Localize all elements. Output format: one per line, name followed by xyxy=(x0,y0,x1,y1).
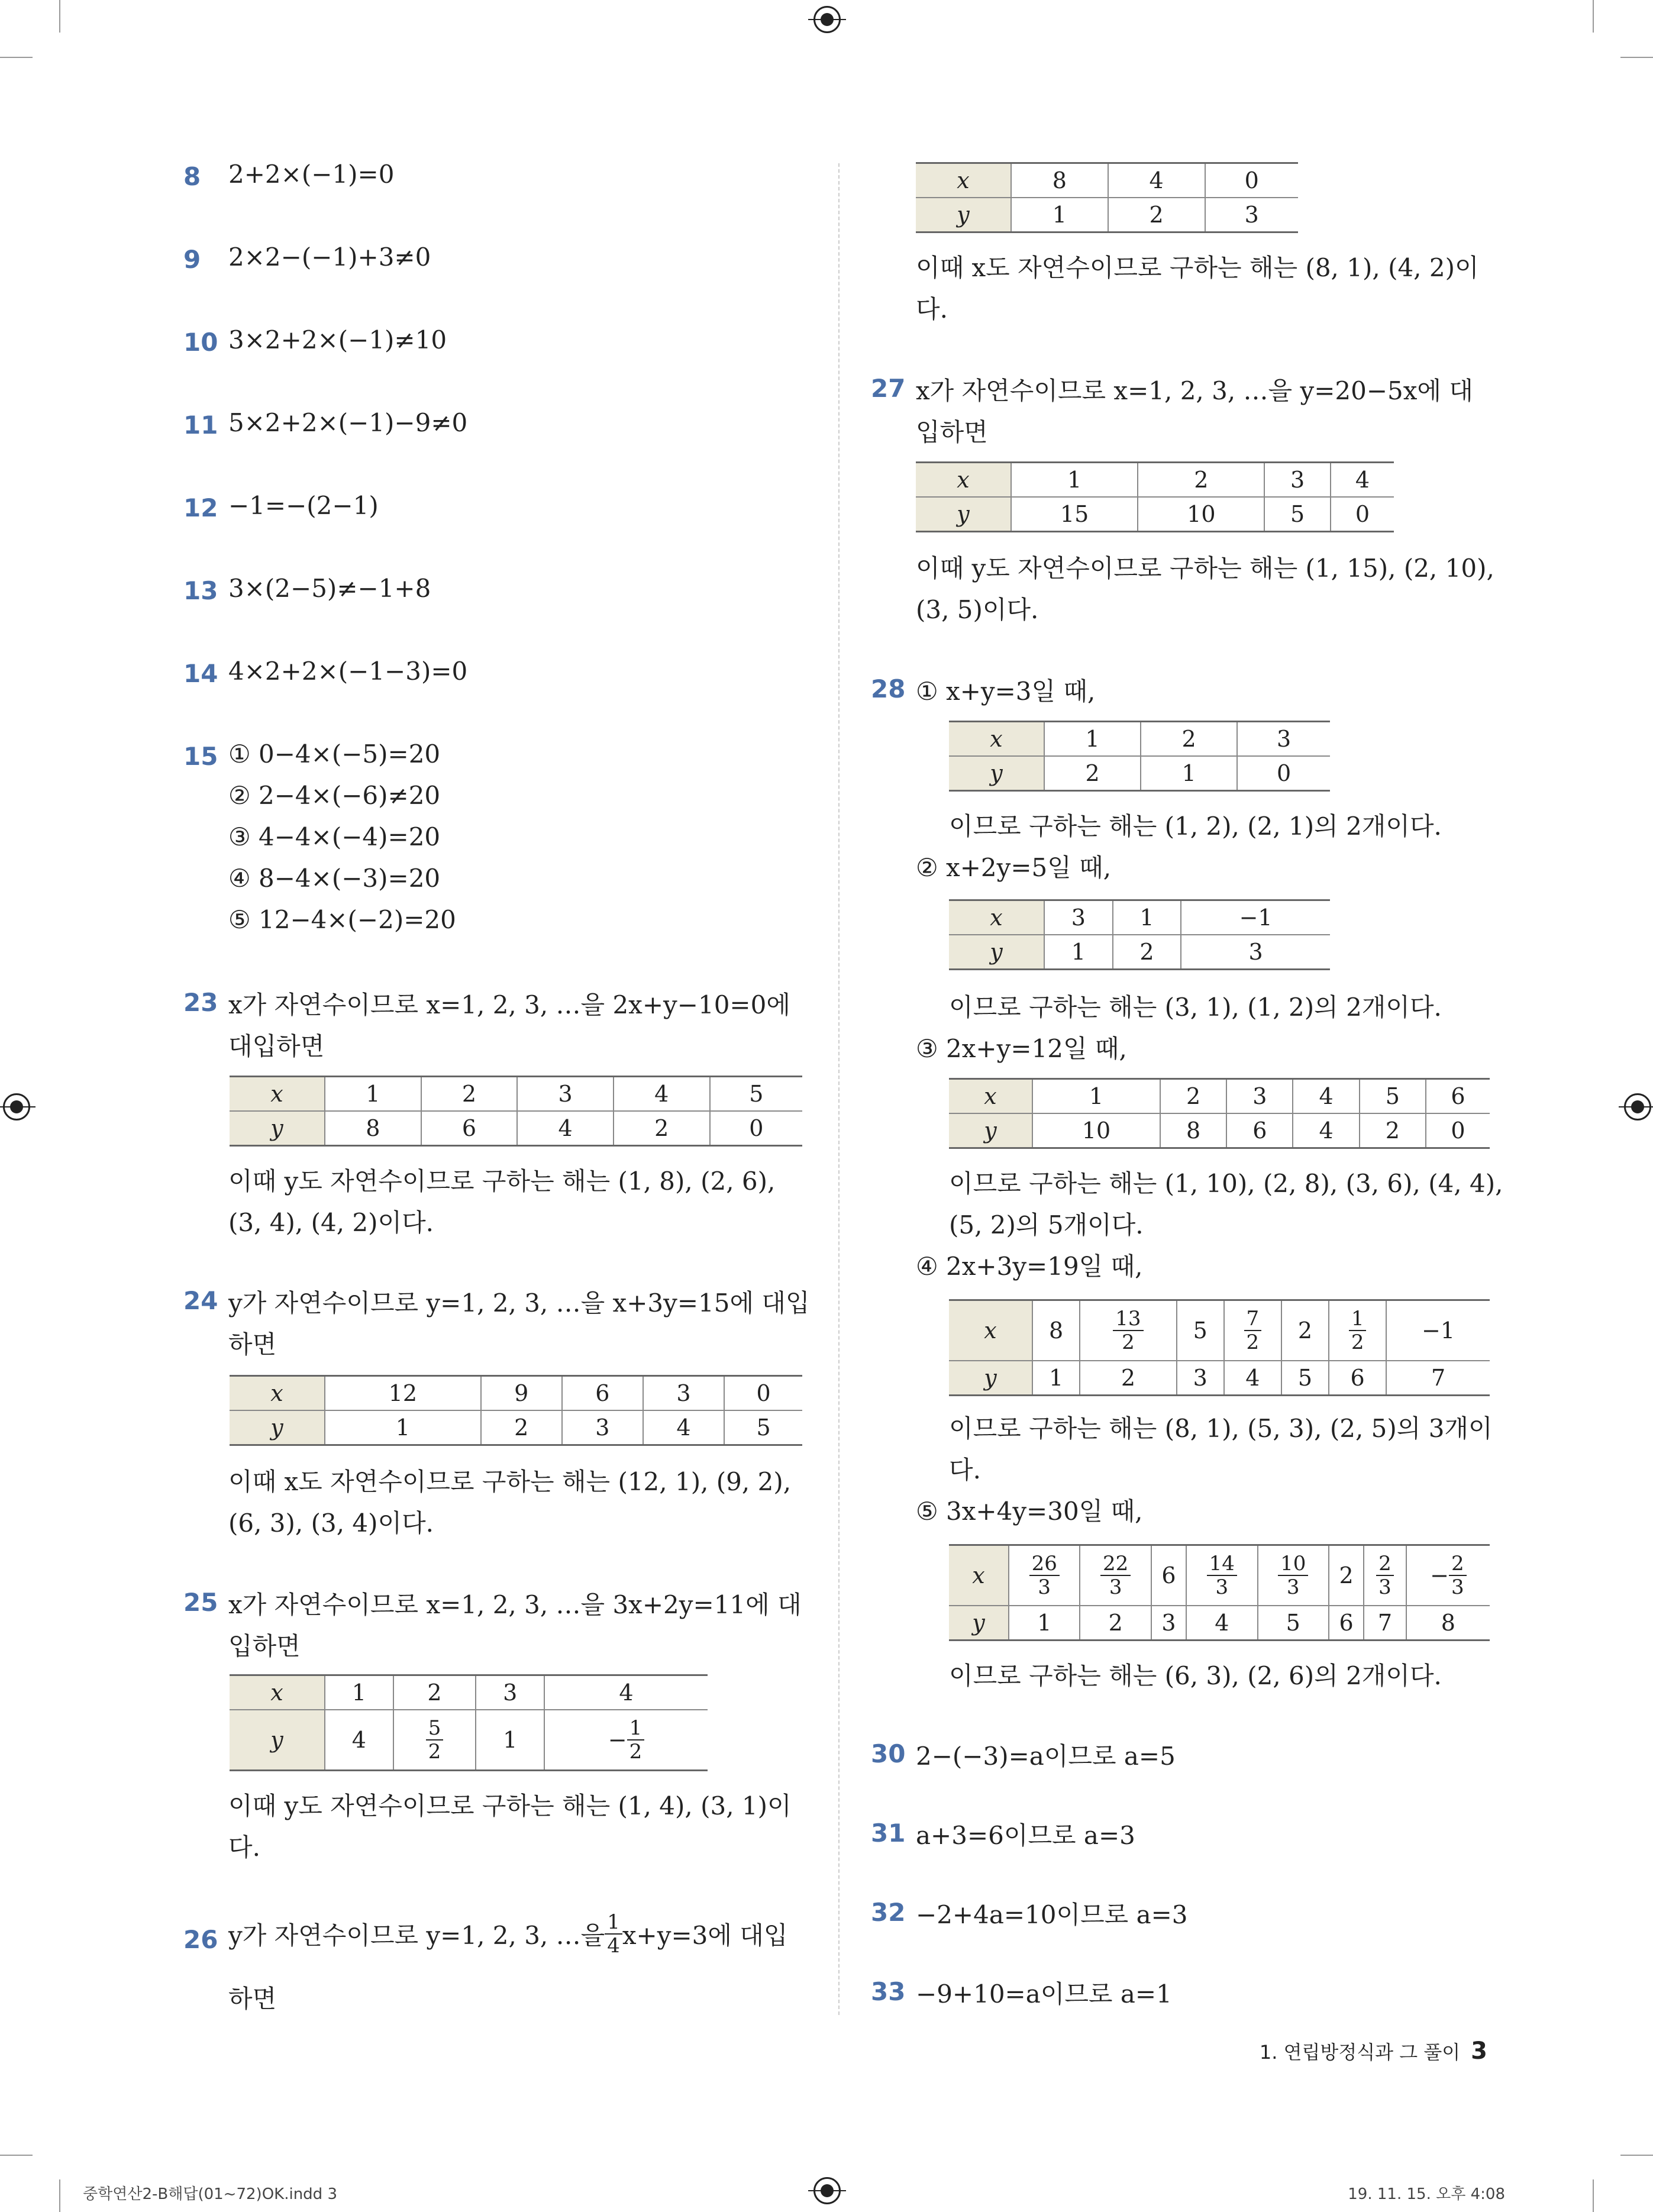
solution-line: (5, 2)의 5개이다. xyxy=(949,1210,1144,1239)
solution-line: 입하면 xyxy=(228,1632,301,1661)
table-cell: 2 xyxy=(1141,722,1237,757)
solution-text: 3×(2−5)≠−1+8 xyxy=(228,574,431,603)
solution-line xyxy=(228,1911,787,1957)
problem-number: 33 xyxy=(871,1977,906,2006)
table-cell: 3 xyxy=(1177,1361,1224,1396)
fraction-cell xyxy=(1329,1300,1386,1361)
table-cell: 0 xyxy=(1237,756,1330,791)
denominator: 3 xyxy=(1451,1575,1464,1599)
problem-number: 8 xyxy=(183,162,201,191)
table-cell: 5 xyxy=(1281,1361,1329,1396)
minus-sign: − xyxy=(1430,1562,1449,1588)
denominator: 3 xyxy=(1378,1575,1392,1599)
fraction xyxy=(1449,1552,1467,1599)
problem-number: 25 xyxy=(183,1588,218,1617)
table-cell: 0 xyxy=(1426,1113,1490,1148)
table-cell: 1 xyxy=(1032,1361,1080,1396)
table-cell: 5 xyxy=(1258,1606,1329,1641)
table-cell: 1 xyxy=(1009,1606,1080,1641)
file-slug: 중학연산2-B해답(01~72)OK.indd 3 xyxy=(83,2185,337,2203)
table-cell: −1 xyxy=(1181,900,1330,935)
table-cell: 3 xyxy=(1181,935,1330,970)
problem-number: 12 xyxy=(183,493,218,522)
table-cell: 6 xyxy=(562,1376,643,1411)
table-cell: 0 xyxy=(1331,497,1394,532)
problem-number: 32 xyxy=(871,1898,906,1927)
case-heading: ⑤ 3x+4y=30일 때, xyxy=(916,1497,1143,1526)
crop-mark xyxy=(0,2155,33,2156)
table-cell: 0 xyxy=(710,1111,802,1146)
x-header: x xyxy=(230,1376,325,1411)
solution-line: 이므로 구하는 해는 (8, 1), (5, 3), (2, 5)의 3개이 xyxy=(949,1414,1493,1443)
fraction xyxy=(627,1717,645,1763)
crop-mark xyxy=(1593,0,1594,33)
y-header: y xyxy=(949,935,1044,970)
table-cell: 2 xyxy=(1080,1361,1176,1396)
solution-line: 하면 xyxy=(228,1330,277,1359)
table-cell: 6 xyxy=(1226,1113,1293,1148)
value-table xyxy=(230,1076,802,1147)
solution-line: 이때 x도 자연수이므로 구하는 해는 (12, 1), (9, 2), xyxy=(228,1467,792,1496)
table-cell: 1 xyxy=(1032,1079,1160,1114)
fraction xyxy=(605,1911,622,1957)
table-cell: 8 xyxy=(325,1111,421,1146)
solution-text: 3×2+2×(−1)≠10 xyxy=(228,325,447,354)
table-cell: 2 xyxy=(1329,1545,1364,1606)
numerator: 13 xyxy=(1113,1307,1143,1331)
solution-line: 이때 x도 자연수이므로 구하는 해는 (8, 1), (4, 2)이 xyxy=(916,253,1479,282)
solution-line: 다. xyxy=(916,295,948,324)
table-cell: 2 xyxy=(1160,1079,1226,1114)
table-cell: 2 xyxy=(393,1675,476,1710)
table-cell: 4 xyxy=(1224,1361,1281,1396)
fraction xyxy=(1376,1552,1394,1599)
table-cell: 3 xyxy=(1044,900,1113,935)
numerator: 2 xyxy=(1376,1552,1394,1576)
table-cell: 2 xyxy=(481,1410,562,1445)
case-heading: ① x+y=3일 때, xyxy=(916,677,1096,706)
x-header: x xyxy=(230,1675,325,1710)
numerator: 2 xyxy=(1449,1552,1467,1576)
page-footer xyxy=(1260,2037,1487,2065)
table-cell: 2 xyxy=(1108,198,1205,232)
solution-text: −9+10=a이므로 a=1 xyxy=(916,1980,1172,2008)
table-cell: 2 xyxy=(1044,756,1141,791)
fraction-cell xyxy=(1186,1545,1257,1606)
numerator: 1 xyxy=(605,1911,622,1935)
table-cell: 2 xyxy=(1113,935,1181,970)
problem-number: 26 xyxy=(183,1925,218,1954)
numerator: 10 xyxy=(1278,1552,1308,1576)
case-heading: ③ 2x+y=12일 때, xyxy=(916,1034,1127,1063)
solution-line: 입하면 xyxy=(916,418,988,447)
table-cell: 4 xyxy=(517,1111,614,1146)
solution-text: x+y=3에 대입 xyxy=(622,1921,788,1950)
denominator: 2 xyxy=(1122,1331,1135,1354)
problem-number: 11 xyxy=(183,411,218,440)
table-cell: 6 xyxy=(421,1111,518,1146)
table-cell: 15 xyxy=(1011,497,1138,532)
table-cell: 1 xyxy=(476,1710,544,1771)
registration-mark-icon xyxy=(813,6,841,33)
fraction xyxy=(1113,1307,1143,1354)
fraction-cell xyxy=(393,1710,476,1771)
numerator: 22 xyxy=(1100,1552,1131,1576)
table-cell: 3 xyxy=(562,1410,643,1445)
y-header: y xyxy=(230,1410,325,1445)
table-cell: 3 xyxy=(1237,722,1330,757)
table-cell: 5 xyxy=(1264,497,1330,532)
value-table xyxy=(949,899,1330,970)
solution-line: (3, 4), (4, 2)이다. xyxy=(228,1208,434,1237)
crop-mark xyxy=(1593,2179,1594,2212)
x-header: x xyxy=(916,163,1011,198)
table-cell: 3 xyxy=(517,1077,614,1112)
x-header: x xyxy=(949,900,1044,935)
table-cell: 4 xyxy=(1293,1113,1359,1148)
column-divider xyxy=(838,163,840,2015)
fraction-cell xyxy=(1080,1300,1176,1361)
table-cell: 4 xyxy=(1331,463,1394,498)
table-cell: 3 xyxy=(1264,463,1330,498)
table-cell: 1 xyxy=(325,1675,393,1710)
print-date: 19. 11. 15. 오후 4:08 xyxy=(1348,2185,1505,2203)
table-cell: 8 xyxy=(1406,1606,1490,1641)
solution-line: 대입하면 xyxy=(228,1032,325,1061)
table-cell: 4 xyxy=(544,1675,708,1710)
solution-line: ① 0−4×(−5)=20 xyxy=(228,740,441,768)
solution-line: 이므로 구하는 해는 (1, 10), (2, 8), (3, 6), (4, 4), xyxy=(949,1169,1503,1198)
table-cell: 5 xyxy=(710,1077,802,1112)
value-table xyxy=(949,1299,1490,1396)
solution-text: −1=−(2−1) xyxy=(228,491,379,520)
solution-line: x가 자연수이므로 x=1, 2, 3, …을 2x+y−10=0에 xyxy=(228,990,790,1019)
fraction-cell xyxy=(1258,1545,1329,1606)
table-cell: 8 xyxy=(1032,1300,1080,1361)
problem-number: 23 xyxy=(183,988,218,1017)
denominator: 2 xyxy=(1351,1331,1364,1354)
problem-number: 31 xyxy=(871,1819,906,1848)
table-cell: 1 xyxy=(1044,722,1141,757)
table-cell: 4 xyxy=(325,1710,393,1771)
table-cell: 4 xyxy=(614,1077,710,1112)
solution-line: 다. xyxy=(228,1833,260,1862)
solution-line: 이때 y도 자연수이므로 구하는 해는 (1, 8), (2, 6), xyxy=(228,1167,776,1196)
table-cell: 1 xyxy=(1141,756,1237,791)
fraction xyxy=(1244,1307,1262,1354)
y-header: y xyxy=(949,1361,1032,1396)
y-header: y xyxy=(230,1111,325,1146)
table-cell: 3 xyxy=(476,1675,544,1710)
solution-text: 4×2+2×(−1−3)=0 xyxy=(228,657,468,686)
solution-line: 다. xyxy=(949,1455,981,1484)
value-table xyxy=(916,461,1394,532)
fraction xyxy=(1100,1552,1131,1599)
problem-number: 14 xyxy=(183,659,218,688)
x-header: x xyxy=(949,1545,1009,1606)
table-cell: 9 xyxy=(481,1376,562,1411)
x-header: x xyxy=(949,1079,1032,1114)
solution-line: 이때 y도 자연수이므로 구하는 해는 (1, 15), (2, 10), xyxy=(916,554,1494,583)
table-cell: 2 xyxy=(421,1077,518,1112)
x-header: x xyxy=(916,463,1011,498)
problem-number: 9 xyxy=(183,245,201,274)
value-table xyxy=(949,1544,1490,1641)
fraction-cell xyxy=(1406,1545,1490,1606)
table-cell: 3 xyxy=(643,1376,724,1411)
table-cell: 1 xyxy=(325,1077,421,1112)
table-cell: 2 xyxy=(1138,463,1264,498)
table-cell: 10 xyxy=(1138,497,1264,532)
fraction xyxy=(1278,1552,1308,1599)
problem-number: 30 xyxy=(871,1739,906,1768)
problem-number: 10 xyxy=(183,328,218,357)
table-cell: 7 xyxy=(1364,1606,1406,1641)
solution-line: (3, 5)이다. xyxy=(916,595,1039,624)
table-cell: 5 xyxy=(1360,1079,1426,1114)
crop-mark xyxy=(1620,2155,1653,2156)
minus-sign: − xyxy=(608,1727,627,1753)
table-cell: 6 xyxy=(1151,1545,1186,1606)
problem-number: 27 xyxy=(871,374,906,403)
table-cell: 0 xyxy=(724,1376,802,1411)
table-cell: 1 xyxy=(1044,935,1113,970)
table-cell: 1 xyxy=(1011,463,1138,498)
solution-text: 5×2+2×(−1)−9≠0 xyxy=(228,408,468,437)
table-cell: 1 xyxy=(1113,900,1181,935)
solution-line: ③ 4−4×(−4)=20 xyxy=(228,822,441,851)
denominator: 4 xyxy=(607,1934,620,1958)
crop-mark xyxy=(59,2179,60,2212)
table-cell: 7 xyxy=(1386,1361,1490,1396)
denominator: 3 xyxy=(1286,1575,1300,1599)
table-cell: 10 xyxy=(1032,1113,1160,1148)
solution-text: y가 자연수이므로 y=1, 2, 3, …을 xyxy=(228,1921,605,1950)
solution-line: y가 자연수이므로 y=1, 2, 3, …을 x+3y=15에 대입 xyxy=(228,1289,810,1317)
case-heading: ④ 2x+3y=19일 때, xyxy=(916,1252,1143,1281)
table-cell: 12 xyxy=(325,1376,481,1411)
solution-line: 하면 xyxy=(228,1984,277,2013)
table-cell: 6 xyxy=(1329,1606,1364,1641)
fraction-cell xyxy=(1080,1545,1151,1606)
solution-text: a+3=6이므로 a=3 xyxy=(916,1821,1135,1850)
numerator: 14 xyxy=(1207,1552,1237,1576)
numerator: 26 xyxy=(1029,1552,1060,1576)
value-table xyxy=(949,721,1330,792)
x-header: x xyxy=(949,722,1044,757)
fraction xyxy=(1029,1552,1060,1599)
solution-line: 이므로 구하는 해는 (6, 3), (2, 6)의 2개이다. xyxy=(949,1661,1442,1690)
table-cell: 4 xyxy=(643,1410,724,1445)
table-cell: 1 xyxy=(1011,198,1108,232)
registration-mark-icon xyxy=(3,1093,30,1120)
denominator: 2 xyxy=(629,1740,643,1764)
value-table xyxy=(230,1375,802,1446)
solution-text: 2+2×(−1)=0 xyxy=(228,160,395,189)
table-cell: 5 xyxy=(1177,1300,1224,1361)
table-cell: 2 xyxy=(1281,1300,1329,1361)
denominator: 3 xyxy=(1109,1575,1122,1599)
y-header: y xyxy=(949,1606,1009,1641)
problem-number: 28 xyxy=(871,674,906,703)
solution-line: ⑤ 12−4×(−2)=20 xyxy=(228,905,456,934)
solution-line: x가 자연수이므로 x=1, 2, 3, …을 y=20−5x에 대 xyxy=(916,376,1473,405)
table-cell: 4 xyxy=(1186,1606,1257,1641)
y-header: y xyxy=(230,1710,325,1771)
table-cell: 6 xyxy=(1329,1361,1386,1396)
numerator: 1 xyxy=(627,1717,645,1740)
table-cell: 2 xyxy=(1080,1606,1151,1641)
problem-number: 24 xyxy=(183,1286,218,1315)
table-cell: 2 xyxy=(614,1111,710,1146)
y-header: y xyxy=(916,497,1011,532)
table-cell: 1 xyxy=(325,1410,481,1445)
fraction-cell xyxy=(1224,1300,1281,1361)
value-table xyxy=(230,1674,708,1771)
table-cell: 5 xyxy=(724,1410,802,1445)
table-cell: 6 xyxy=(1426,1079,1490,1114)
table-cell: 8 xyxy=(1160,1113,1226,1148)
crop-mark xyxy=(1620,57,1653,58)
crop-mark xyxy=(59,0,60,33)
solution-text: 2×2−(−1)+3≠0 xyxy=(228,243,431,272)
fraction-cell xyxy=(1364,1545,1406,1606)
table-cell: 0 xyxy=(1205,163,1299,198)
case-heading: ② x+2y=5일 때, xyxy=(916,853,1112,882)
solution-line: 이므로 구하는 해는 (3, 1), (1, 2)의 2개이다. xyxy=(949,993,1442,1022)
denominator: 2 xyxy=(1246,1331,1260,1354)
fraction xyxy=(426,1717,444,1763)
numerator: 5 xyxy=(426,1717,444,1740)
fraction-cell xyxy=(544,1710,708,1771)
chapter-title: 1. 연립방정식과 그 풀이 xyxy=(1259,2041,1461,2064)
value-table xyxy=(916,162,1298,233)
numerator: 7 xyxy=(1244,1307,1262,1331)
table-cell: 3 xyxy=(1205,198,1299,232)
y-header: y xyxy=(949,1113,1032,1148)
registration-mark-icon xyxy=(1624,1093,1651,1120)
table-cell: 4 xyxy=(1108,163,1205,198)
table-cell: −1 xyxy=(1386,1300,1490,1361)
denominator: 3 xyxy=(1215,1575,1229,1599)
value-table xyxy=(949,1078,1490,1149)
solution-line: x가 자연수이므로 x=1, 2, 3, …을 3x+2y=11에 대 xyxy=(228,1590,802,1619)
x-header: x xyxy=(949,1300,1032,1361)
problem-number: 15 xyxy=(183,742,218,771)
y-header: y xyxy=(916,198,1011,232)
page-number: 3 xyxy=(1471,2037,1487,2065)
table-cell: 8 xyxy=(1011,163,1108,198)
x-header: x xyxy=(230,1077,325,1112)
solution-line: 이때 y도 자연수이므로 구하는 해는 (1, 4), (3, 1)이 xyxy=(228,1791,792,1820)
table-cell: 3 xyxy=(1226,1079,1293,1114)
solution-line: ④ 8−4×(−3)=20 xyxy=(228,864,441,893)
registration-mark-icon xyxy=(813,2177,841,2204)
y-header: y xyxy=(949,756,1044,791)
table-cell: 2 xyxy=(1360,1113,1426,1148)
numerator: 1 xyxy=(1349,1307,1367,1331)
denominator: 2 xyxy=(428,1740,441,1764)
crop-mark xyxy=(0,57,33,58)
fraction xyxy=(1349,1307,1367,1354)
fraction-cell xyxy=(1009,1545,1080,1606)
denominator: 3 xyxy=(1038,1575,1051,1599)
table-cell: 4 xyxy=(1293,1079,1359,1114)
solution-text: −2+4a=10이므로 a=3 xyxy=(916,1900,1188,1929)
solution-line: 이므로 구하는 해는 (1, 2), (2, 1)의 2개이다. xyxy=(949,812,1442,841)
solution-line: ② 2−4×(−6)≠20 xyxy=(228,781,441,810)
fraction xyxy=(1207,1552,1237,1599)
problem-number: 13 xyxy=(183,576,218,605)
solution-text: 2−(−3)=a이므로 a=5 xyxy=(916,1742,1176,1771)
solution-line: (6, 3), (3, 4)이다. xyxy=(228,1509,434,1538)
table-cell: 3 xyxy=(1151,1606,1186,1641)
